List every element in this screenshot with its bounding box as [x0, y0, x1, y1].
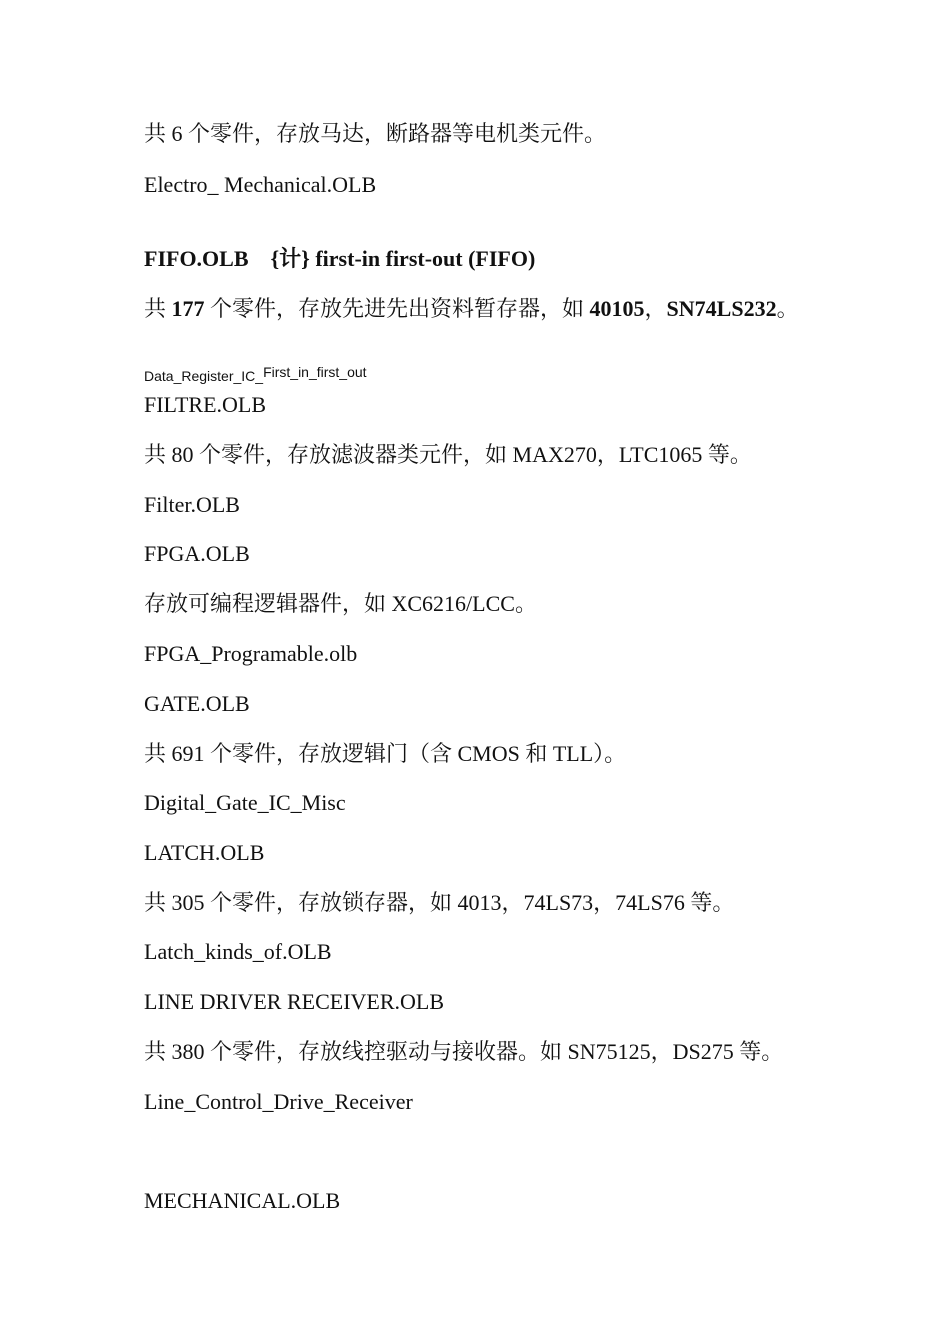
heading-fpga: FPGA.OLB	[144, 541, 250, 566]
text-line-fpga-parts: 存放可编程逻辑器件，如 XC6216/LCC。	[144, 591, 537, 616]
heading-fifo	[144, 246, 535, 272]
heading-latch: LATCH.OLB	[144, 840, 265, 865]
text-line-line-driver-parts: 共 380 个零件，存放线控驱动与接收器。如 SN75125，DS275 等。	[144, 1039, 784, 1064]
text-line-filter-parts: 共 80 个零件，存放滤波器类元件，如 MAX270，LTC1065 等。	[144, 442, 752, 467]
heading-fifo-name: FIFO.OLB	[144, 246, 249, 271]
text-segment: 个零件，存放先进先出资料暂存器，如	[204, 296, 590, 321]
heading-line-driver: LINE DRIVER RECEIVER.OLB	[144, 989, 445, 1014]
text-segment-part: 40105	[589, 296, 645, 321]
heading-gate: GATE.OLB	[144, 691, 250, 716]
heading-filtre: FILTRE.OLB	[144, 392, 267, 417]
text-line-line-control: Line_Control_Drive_Receiver	[144, 1089, 413, 1114]
text-line-latch-parts: 共 305 个零件，存放锁存器，如 4013，74LS73，74LS76 等。	[144, 890, 735, 915]
text-segment-count: 177	[171, 296, 205, 321]
text-line-fpga-programable: FPGA_Programable.olb	[144, 641, 358, 666]
text-line-fifo-parts	[144, 296, 799, 322]
heading-mechanical: MECHANICAL.OLB	[144, 1188, 341, 1213]
text-line-filter-olb: Filter.OLB	[144, 492, 240, 517]
text-segment: 。	[776, 296, 799, 321]
text-segment: 共	[144, 296, 172, 321]
text-line-motor-parts: 共 6 个零件，存放马达，断路器等电机类元件。	[144, 121, 607, 146]
text-segment: Data_Register_IC_	[144, 368, 264, 384]
text-segment-part: SN74LS232	[666, 296, 777, 321]
heading-fifo-desc: {计} first-in first-out (FIFO)	[270, 246, 536, 271]
text-line-digital-gate: Digital_Gate_IC_Misc	[144, 790, 346, 815]
text-line-latch-kinds: Latch_kinds_of.OLB	[144, 939, 332, 964]
text-line-gate-parts: 共 691 个零件，存放逻辑门（含 CMOS 和 TLL）。	[144, 741, 627, 766]
text-line-data-register	[144, 364, 367, 384]
text-segment-raised: First_in_first_out	[263, 364, 367, 380]
text-segment: ，	[644, 296, 667, 321]
text-line-electro-mechanical: Electro_ Mechanical.OLB	[144, 172, 377, 197]
